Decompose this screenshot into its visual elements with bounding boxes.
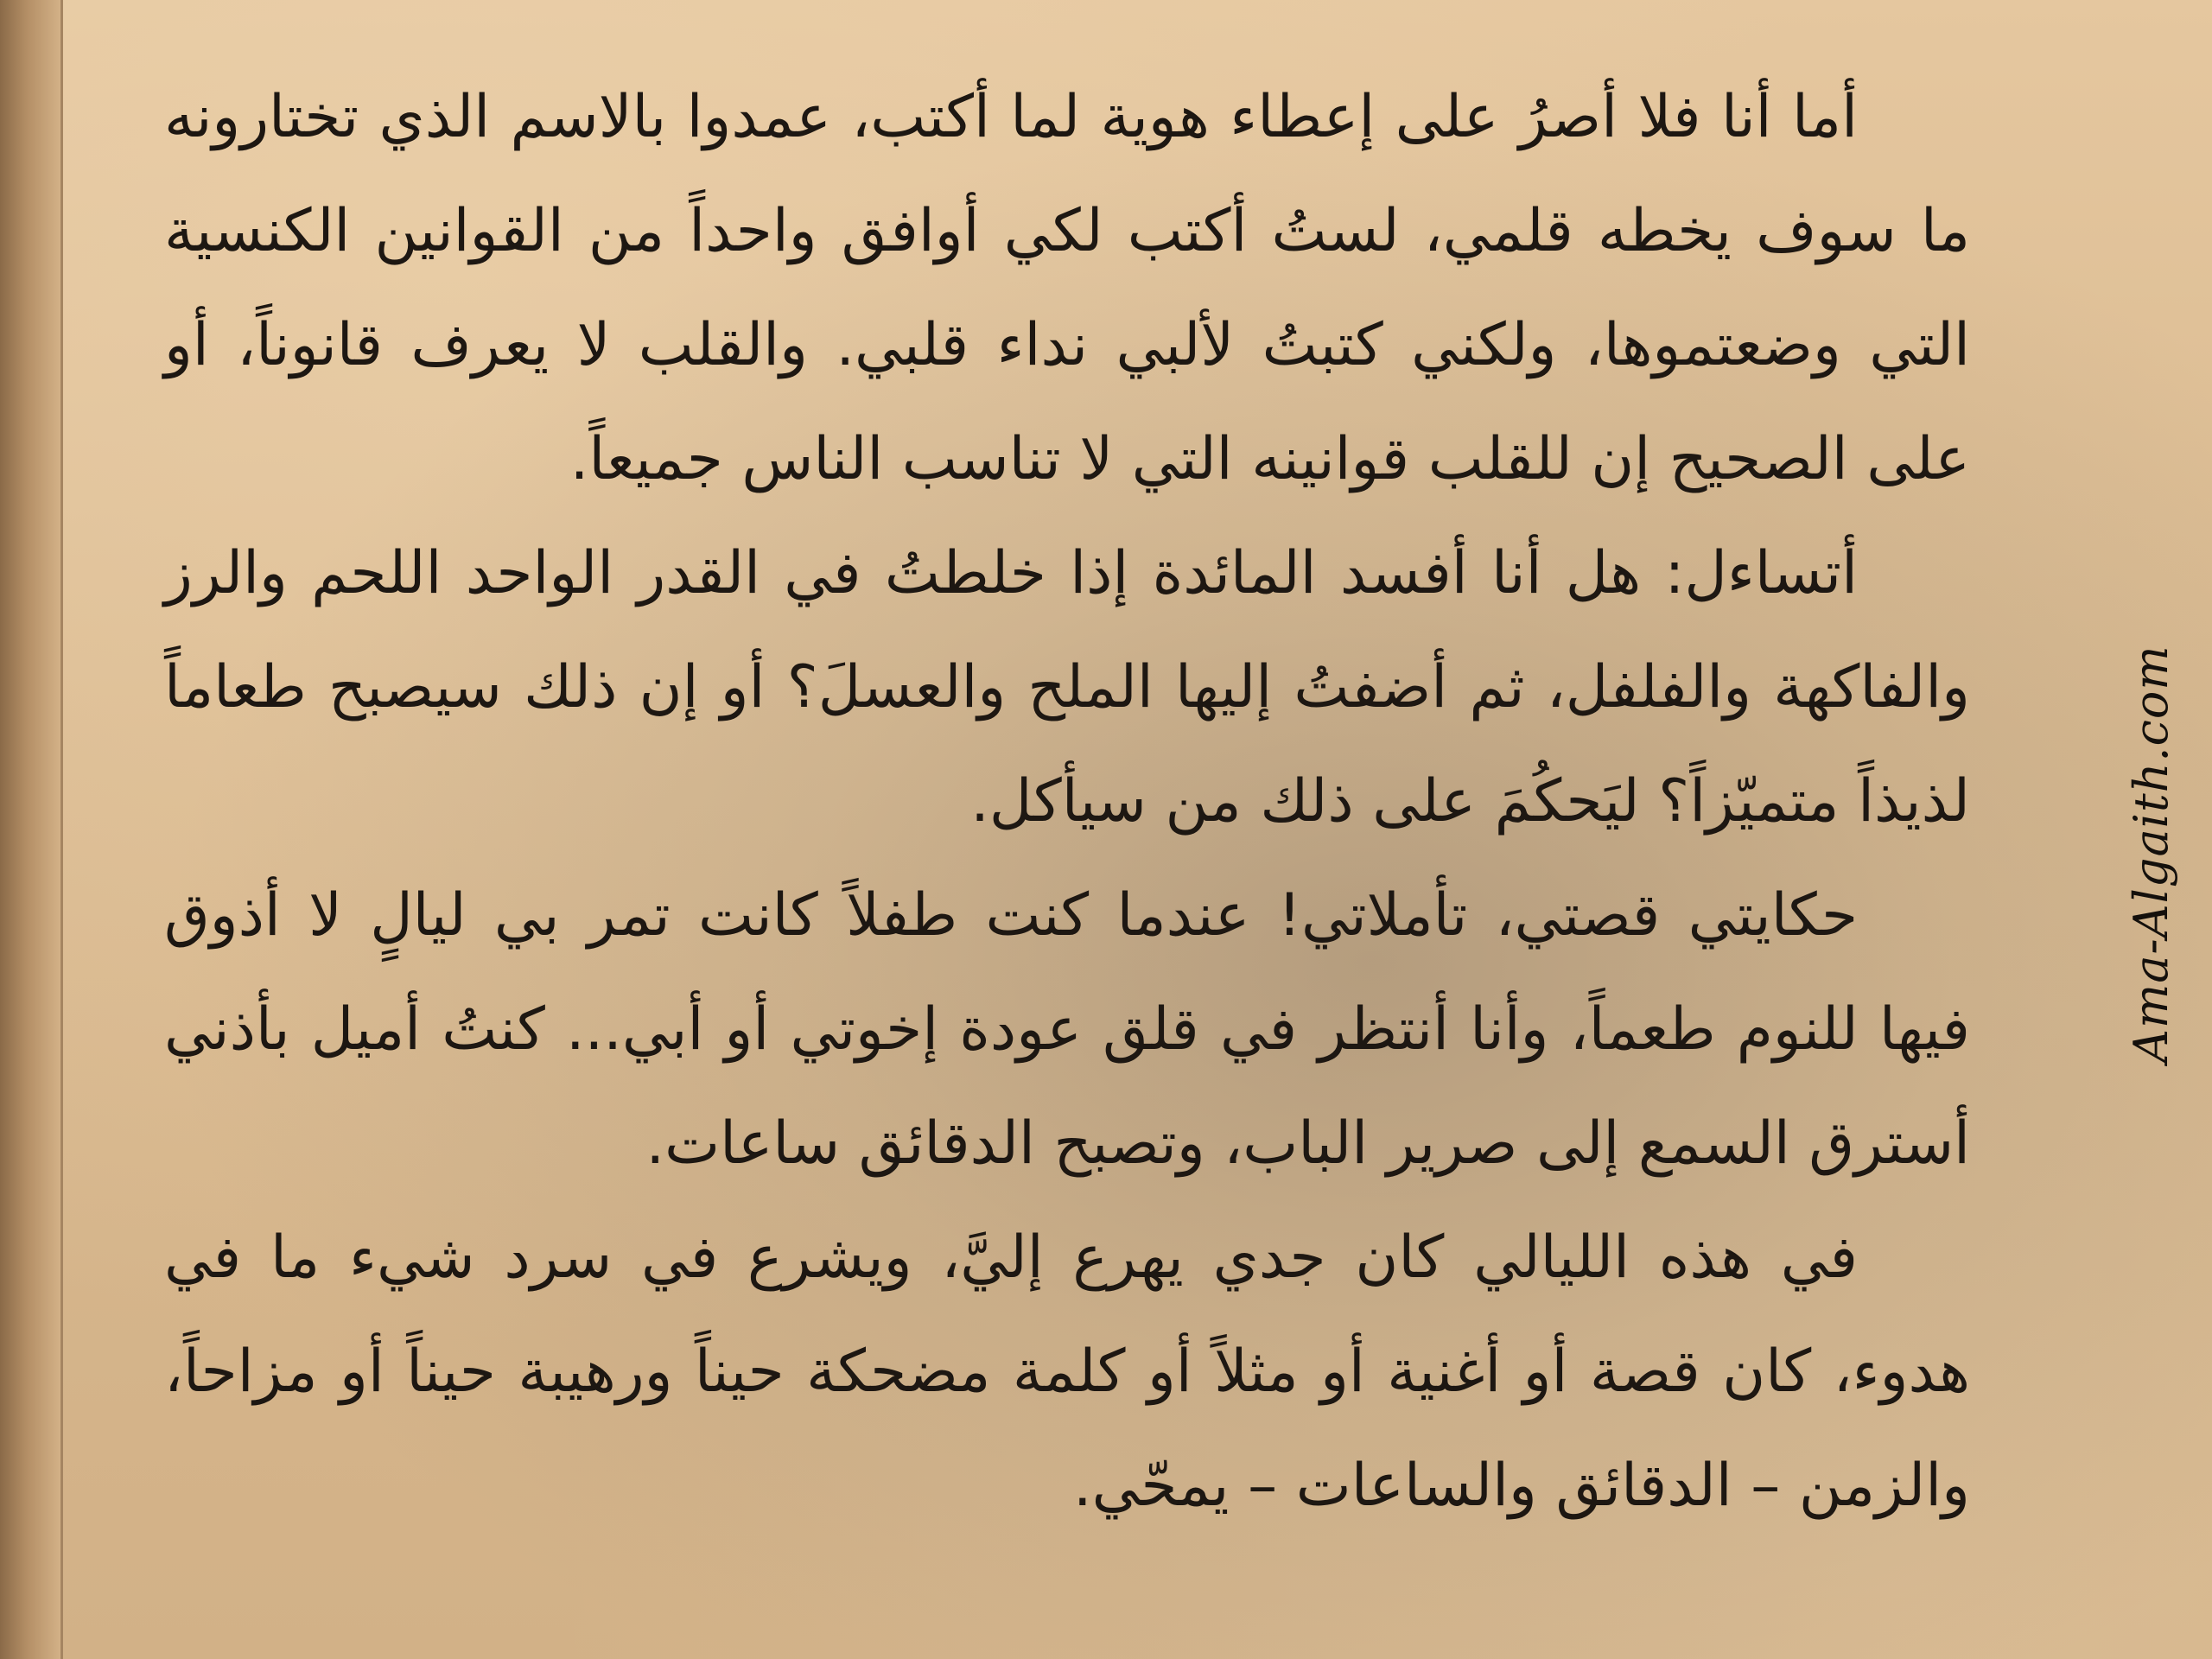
paragraph-3: حكايتي قصتي، تأملاتي! عندما كنت طفلاً كانت تمر بي ليالٍ لا أذوق فيها للنوم طعماً، وأنا أنتظر في قلق عودة إخوتي أو أبي... كنتُ أميل بأذني أسترق السمع إلى صرير الباب، وتصبح الدقائق ساعات. [164, 881, 1970, 1178]
paragraph-1: أما أنا فلا أصرُ على إعطاء هوية لما أكتب، عمدوا بالاسم الذي تختارونه ما سوف يخطه قلمي، لستُ أكتب لكي أوافق واحداً من القوانين الكنسية التي وضعتموها، ولكني كتبتُ لألبي نداء قلبي. والقلب لا يعرف قانوناً، أو على الصحيح إن للقلب قوانينه التي لا تناسب الناس جميعاً. [164, 83, 1970, 493]
body-text [164, 60, 1970, 1543]
paragraph-4: في هذه الليالي كان جدي يهرع إليَّ، ويشرع في سرد شيء ما في هدوء، كان قصة أو أغنية أو مثلاً أو كلمة مضحكة حيناً ورهيبة حيناً أو مزاحاً، والزمن – الدقائق والساعات – يمحّي. [164, 1224, 1970, 1520]
watermark-text: Ama-Algaith.com [2124, 645, 2178, 1063]
paragraph-2: أتساءل: هل أنا أفسد المائدة إذا خلطتُ في القدر الواحد اللحم والرز والفاكهة والفلفل، ثم أضفتُ إليها الملح والعسلَ؟ أو إن ذلك سيصبح طعاماً لذيذاً متميّزاً؟ ليَحكُمَ على ذلك من سيأكل. [164, 539, 1970, 836]
page-gutter-line [60, 0, 63, 1659]
page-gutter-edge [0, 0, 60, 1659]
